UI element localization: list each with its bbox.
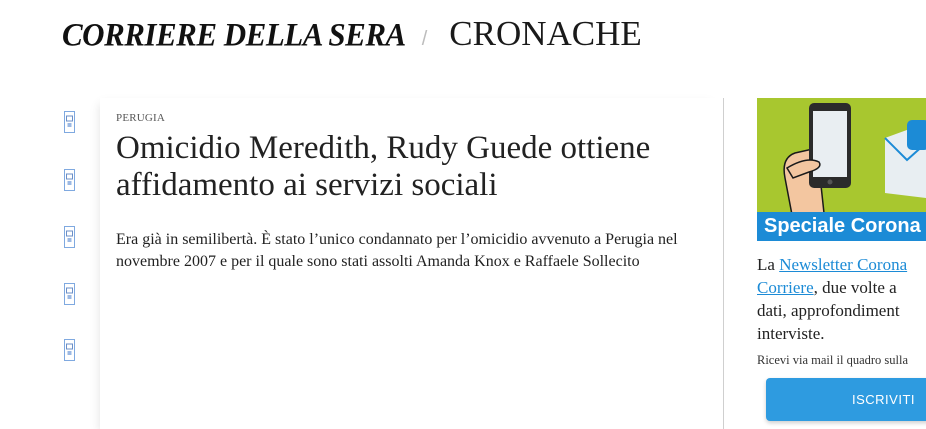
section-title[interactable]: CRONACHE — [449, 14, 642, 53]
share-button-4[interactable] — [64, 283, 75, 305]
article-kicker[interactable]: PERUGIA — [116, 112, 166, 124]
share-button-5[interactable] — [64, 339, 75, 361]
share-placeholder-icon — [66, 230, 73, 244]
promo-text-line2: , due volte a — [813, 278, 897, 297]
newsletter-link[interactable]: Newsletter Corona — [779, 255, 908, 274]
masthead — [62, 14, 642, 54]
promo-text-prefix: La — [757, 255, 780, 274]
share-placeholder-icon — [66, 343, 73, 357]
share-button-1[interactable] — [64, 111, 75, 133]
share-placeholder-icon — [66, 287, 73, 301]
promo-text-line4: interviste. — [757, 324, 825, 343]
promo-text — [757, 253, 926, 345]
share-placeholder-icon — [66, 173, 73, 187]
promo-subtext: Ricevi via mail il quadro sulla — [757, 353, 909, 367]
article-summary: Era già in semilibertà. È stato l’unico condannato per l’omicidio avvenuto a Perugia nel novembre 2007 e per il quale sono stati assolti Amanda Knox e Raffaele Sollecito — [116, 231, 678, 270]
promo-text-line3: dati, approfondiment — [757, 301, 900, 320]
subscribe-button[interactable] — [766, 378, 926, 421]
article-title[interactable]: Omicidio Meredith, Rudy Guede ottiene affidamento ai servizi sociali — [116, 130, 651, 203]
share-button-3[interactable] — [64, 226, 75, 248]
column-divider — [723, 98, 724, 429]
subscribe-button-label: ISCRIVITI — [852, 392, 916, 407]
corriere-link[interactable]: Corriere — [757, 278, 814, 297]
corriere-logo[interactable]: CORRIERE DELLA SERA — [62, 16, 406, 53]
share-button-2[interactable] — [64, 169, 75, 191]
promo-banner[interactable]: Speciale Corona — [757, 212, 926, 241]
share-placeholder-icon — [66, 115, 73, 129]
breadcrumb-separator: / — [421, 28, 428, 50]
